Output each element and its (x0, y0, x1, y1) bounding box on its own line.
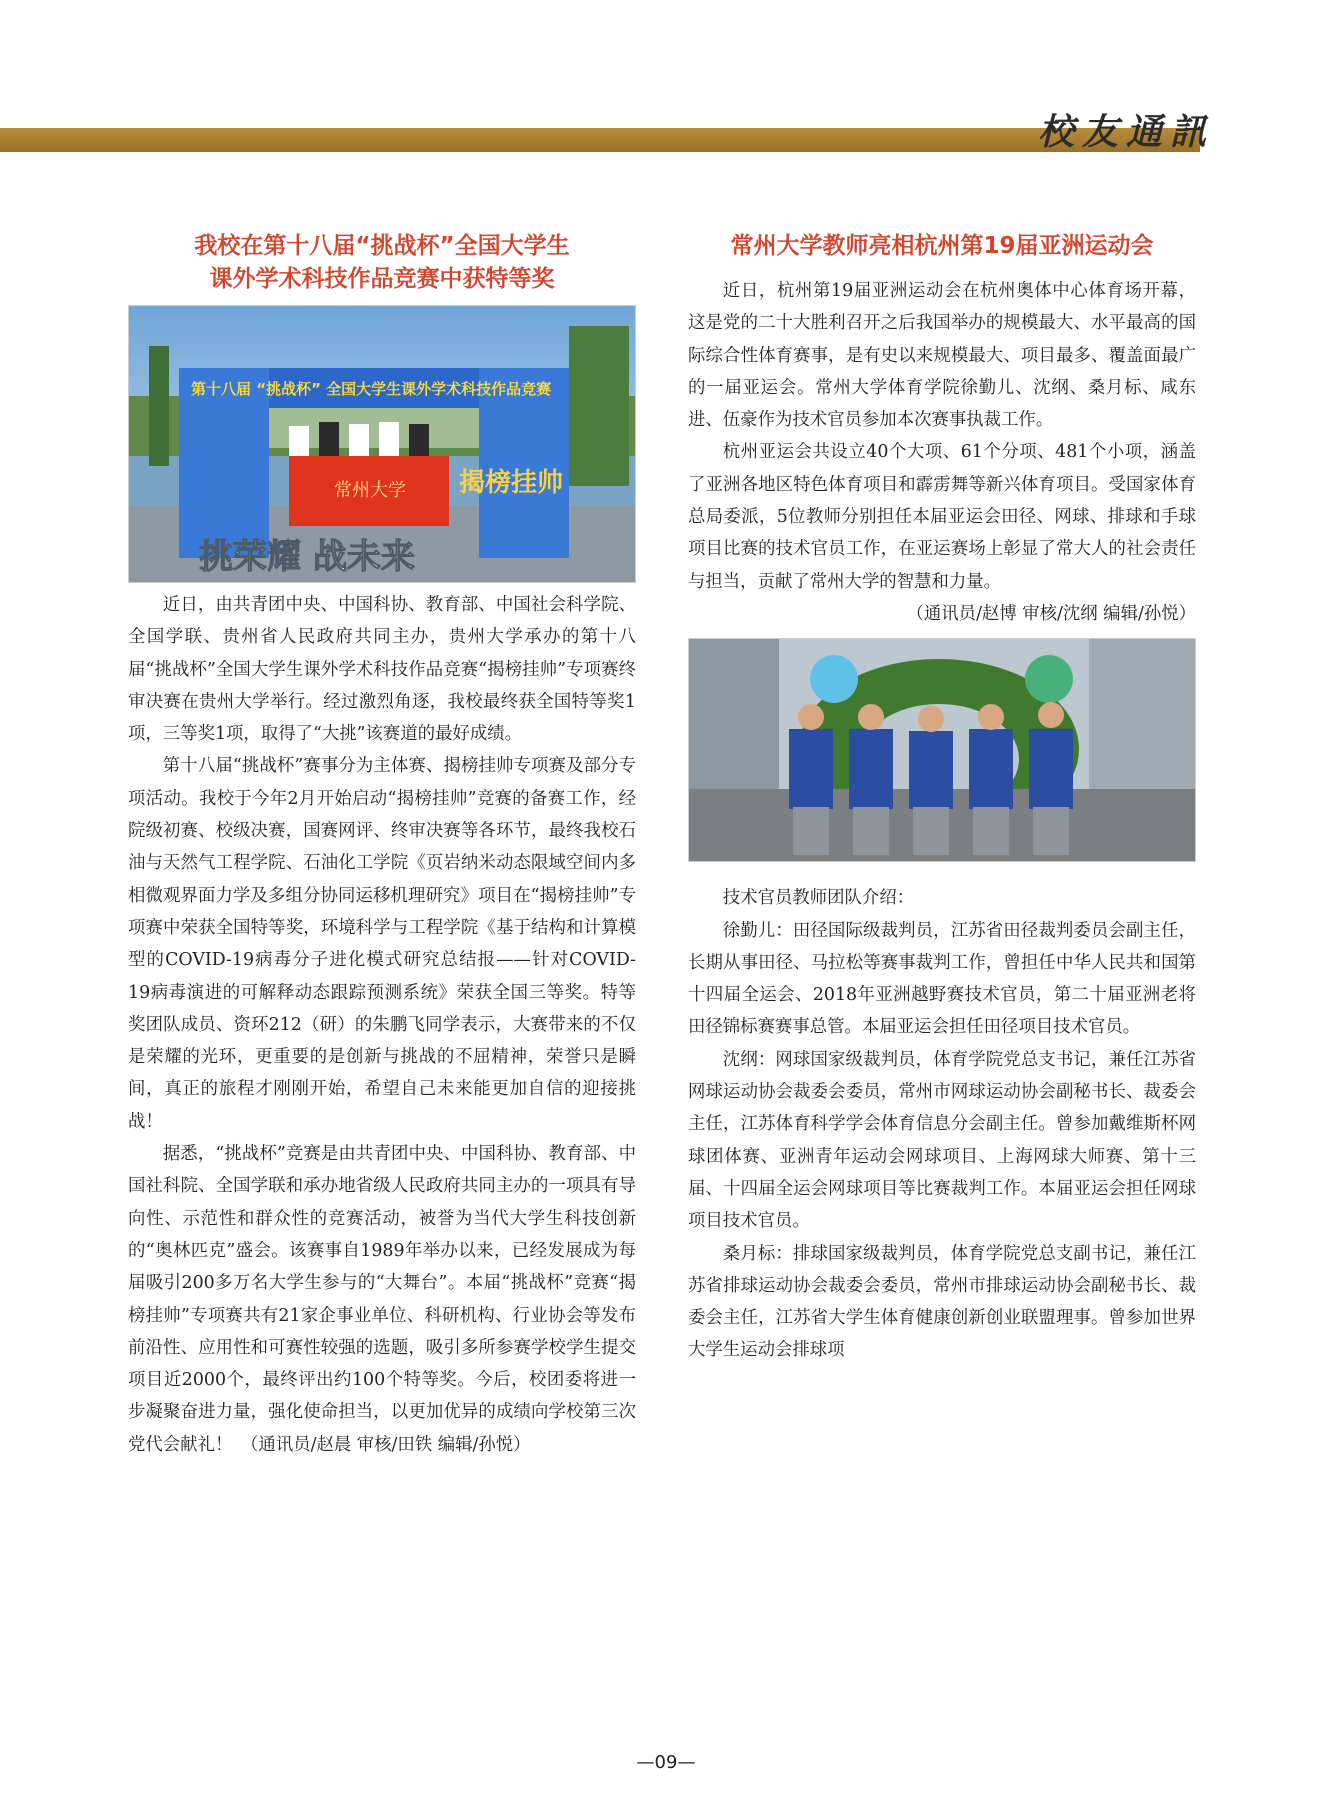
left-paragraph-1: 近日，由共青团中央、中国科协、教育部、中国社会科学院、全国学联、贵州省人民政府共同主办，贵州大学承办的第十八届“挑战杯”全国大学生课外学术科技作品竞赛“揭榜挂帅”专项赛终审决赛在贵州大学举行。经过激烈角逐，我校最终获全国特等奖1项，三等奖1项，取得了“大挑”该赛道的最好成绩。 (128, 595, 636, 745)
photo-sign-text: 揭榜挂帅 (459, 468, 564, 498)
header-bar (0, 128, 1200, 152)
left-paragraph-3: 据悉，“挑战杯”竞赛是由共青团中央、中国科协、教育部、中国社科院、全国学联和承办地省级人民政府共同主办的一项具有导向性、示范性和群众性的竞赛活动，被誉为当代大学生科技创新的“奥林匹克”盛会。该赛事自1989年举办以来，已经发展成为每届吸引200多万名大学生参与的“大舞台”。本届“挑战杯”竞赛“揭榜挂帅”专项赛共有21家企事业单位、科研机构、行业协会等发布前沿性、应用性和可赛性较强的选题，吸引多所参赛学校学生提交项目近2000个，最终评出约100个特等奖。今后，校团委将进一步凝聚奋进力量，强化使命担当，以更加优异的成绩向学校第三次党代会献礼！ （通讯员/赵晨 审核/田铁 编辑/孙悦） (128, 1144, 636, 1455)
bio-xu-qiner: 徐勤儿：田径国际级裁判员，江苏省田径裁判委员会副主任，长期从事田径、马拉松等赛事裁判工作，曾担任中华人民共和国第十四届全运会、2018年亚洲越野赛技术官员，第二十届亚洲老将田径锦标赛赛事总管。本届亚运会担任田径项目技术官员。 (688, 920, 1196, 1038)
photo-slogan-text: 挑荣耀 战未来 (199, 537, 415, 577)
left-article (128, 230, 636, 1461)
left-title-line1: 我校在第十八届“挑战杯”全国大学生 (194, 233, 570, 259)
right-byline: （通讯员/赵博 审核/沈纲 编辑/孙悦） (906, 603, 1196, 624)
team-intro-label: 技术官员教师团队介绍： (722, 888, 915, 909)
bio-sang-yuebiao: 桑月标：排球国家级裁判员，体育学院党总支副书记，兼任江苏省排球运动协会裁委会委员，常州市排球运动协会副秘书长、裁委会主任，江苏省大学生体育健康创新创业联盟理事。曾参加世界大学生运动会排球项 (688, 1243, 1196, 1361)
right-paragraph-1: 近日，杭州第19届亚洲运动会在杭州奥体中心体育场开幕，这是党的二十大胜利召开之后我国举办的规模最大、水平最高的国际综合性体育赛事，是有史以来规模最大、项目最多、覆盖面最广的一届亚运会。常州大学体育学院徐勤儿、沈纲、桑月标、咸东进、伍豪作为技术官员参加本次赛事执裁工作。 (688, 281, 1196, 431)
photo-banner-text: 第十八届 “挑战杯” 全国大学生课外学术科技作品竞赛 (191, 380, 552, 398)
challenge-cup-photo (128, 305, 636, 583)
left-article-title (128, 230, 636, 296)
left-title-line2: 课外学术科技作品竞赛中获特等奖 (209, 266, 555, 292)
page-number: —09— (636, 1752, 696, 1773)
asian-games-officials-photo (688, 638, 1196, 862)
right-article (688, 230, 1196, 1367)
right-article-title: 常州大学教师亮相杭州第19届亚洲运动会 (730, 233, 1154, 259)
section-title: 校友通訊 (1038, 111, 1215, 153)
right-paragraph-2: 杭州亚运会共设立40个大项、61个分项、481个小项，涵盖了亚洲各地区特色体育项目和霹雳舞等新兴体育项目。受国家体育总局委派，5位教师分别担任本届亚运会田径、网球、排球和手球项目比赛的技术官员工作，在亚运赛场上彰显了常大人的社会责任与担当，贡献了常州大学的智慧和力量。 (688, 442, 1196, 592)
photo-flag-text: 常州大学 (334, 480, 406, 501)
left-paragraph-2: 第十八届“挑战杯”赛事分为主体赛、揭榜挂帅专项赛及部分专项活动。我校于今年2月开始启动“揭榜挂帅”竞赛的备赛工作，经院级初赛、校级决赛，国赛网评、终审决赛等各环节，最终我校石油与天然气工程学院、石油化工学院《页岩纳米动态限域空间内多相微观界面力学及多组分协同运移机理研究》项目在“揭榜挂帅”专项赛中荣获全国特等奖，环境科学与工程学院《基于结构和计算模型的COVID-19病毒分子进化模式研究总结报——针对COVID-19病毒演进的可解释动态跟踪预测系统》荣获全国三等奖。特等奖团队成员、资环212（研）的朱鹏飞同学表示，大赛带来的不仅是荣耀的光环，更重要的是创新与挑战的不屈精神，荣誉只是瞬间，真正的旅程才刚刚开始，希望自己未来能更加自信的迎接挑战！ (128, 756, 636, 1132)
bio-shen-gang: 沈纲：网球国家级裁判员，体育学院党总支书记，兼任江苏省网球运动协会裁委会委员，常州市网球运动协会副秘书长、裁委会主任，江苏体育科学学会体育信息分会副主任。曾参加戴维斯杯网球团体赛、亚洲青年运动会网球项目、上海网球大师赛、第十三届、十四届全运会网球项目等比赛裁判工作。本届亚运会担任网球项目技术官员。 (688, 1049, 1196, 1232)
